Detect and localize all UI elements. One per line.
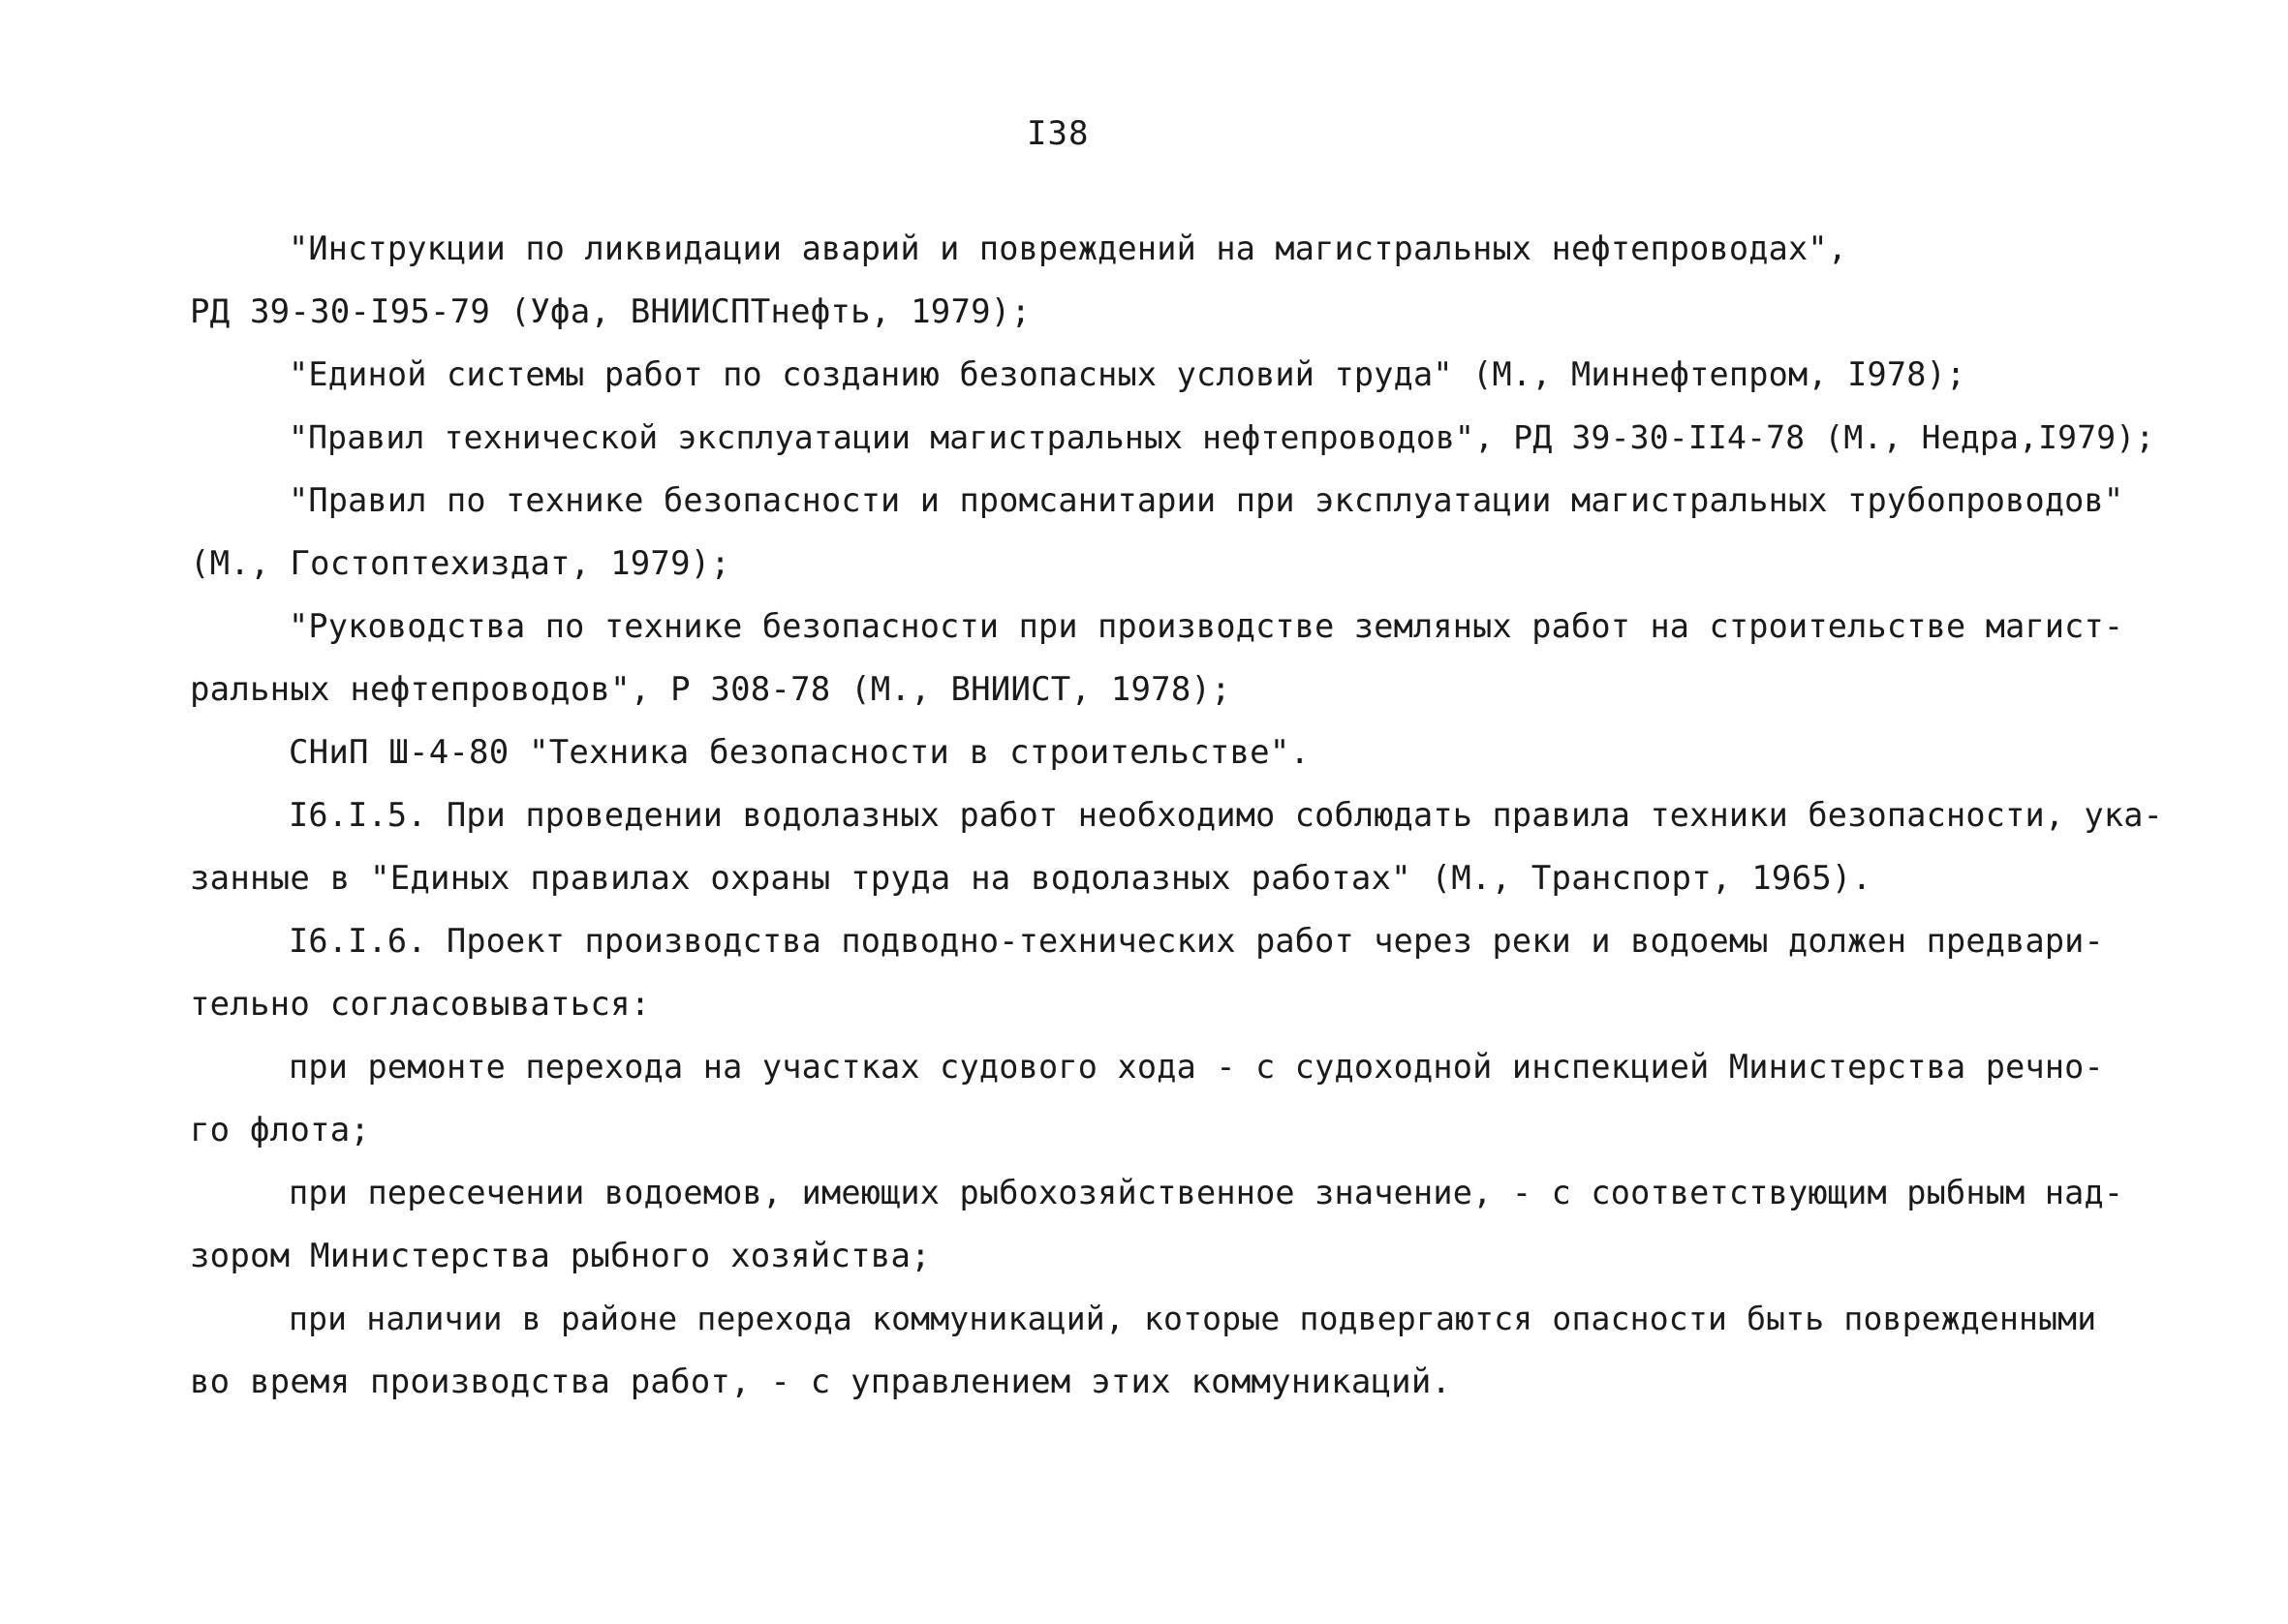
text-line: "Правил технической эксплуатации магистральных нефтепроводов", РД 39-30-II4-78 (М., Недра,I979);	[289, 418, 2155, 456]
text-line: занные в "Единых правилах охраны труда на водолазных работах" (М., Транспорт, 1965).	[190, 859, 1872, 898]
text-line: го флота;	[190, 1111, 371, 1149]
page-number: I38	[1027, 114, 1090, 153]
text-line: (М., Гостоптехиздат, 1979);	[190, 544, 731, 583]
text-line: тельно согласовываться:	[190, 985, 651, 1024]
text-line: I6.I.6. Проект производства подводно-технических работ через реки и водоемы должен предвари-	[289, 922, 2104, 960]
text-line: СНиП Ш-4-80 "Техника безопасности в строительстве".	[289, 733, 1311, 772]
text-line: "Руководства по технике безопасности при производстве земляных работ на строительстве магист-	[289, 607, 2124, 645]
text-line: при наличии в районе перехода коммуникаций, которые подвергаются опасности быть поврежденными	[289, 1300, 2097, 1337]
text-line: "Правил по технике безопасности и промсанитарии при эксплуатации магистральных трубопроводов"	[289, 481, 2124, 519]
text-line: при пересечении водоемов, имеющих рыбохозяйственное значение, - с соответствующим рыбным над-	[289, 1174, 2124, 1211]
text-line: "Единой системы работ по созданию безопасных условий труда" (М., Миннефтепром, I978);	[289, 355, 1966, 393]
text-line: зором Министерства рыбного хозяйства;	[190, 1237, 931, 1275]
text-line: ральных нефтепроводов", Р 308-78 (М., ВНИИСТ, 1978);	[190, 670, 1231, 709]
text-line: "Инструкции по ликвидации аварий и повреждений на магистральных нефтепроводах",	[289, 230, 1848, 267]
text-line: РД 39-30-I95-79 (Уфа, ВНИИСПТнефть, 1979);	[190, 292, 1032, 331]
text-line: во время производства работ, - с управлением этих коммуникаций.	[190, 1363, 1452, 1401]
text-line: при ремонте перехода на участках судового хода - с судоходной инспекцией Министерства речно-	[289, 1048, 2104, 1086]
text-line: I6.I.5. При проведении водолазных работ необходимо соблюдать правила техники безопасности, ука-	[289, 796, 2164, 834]
